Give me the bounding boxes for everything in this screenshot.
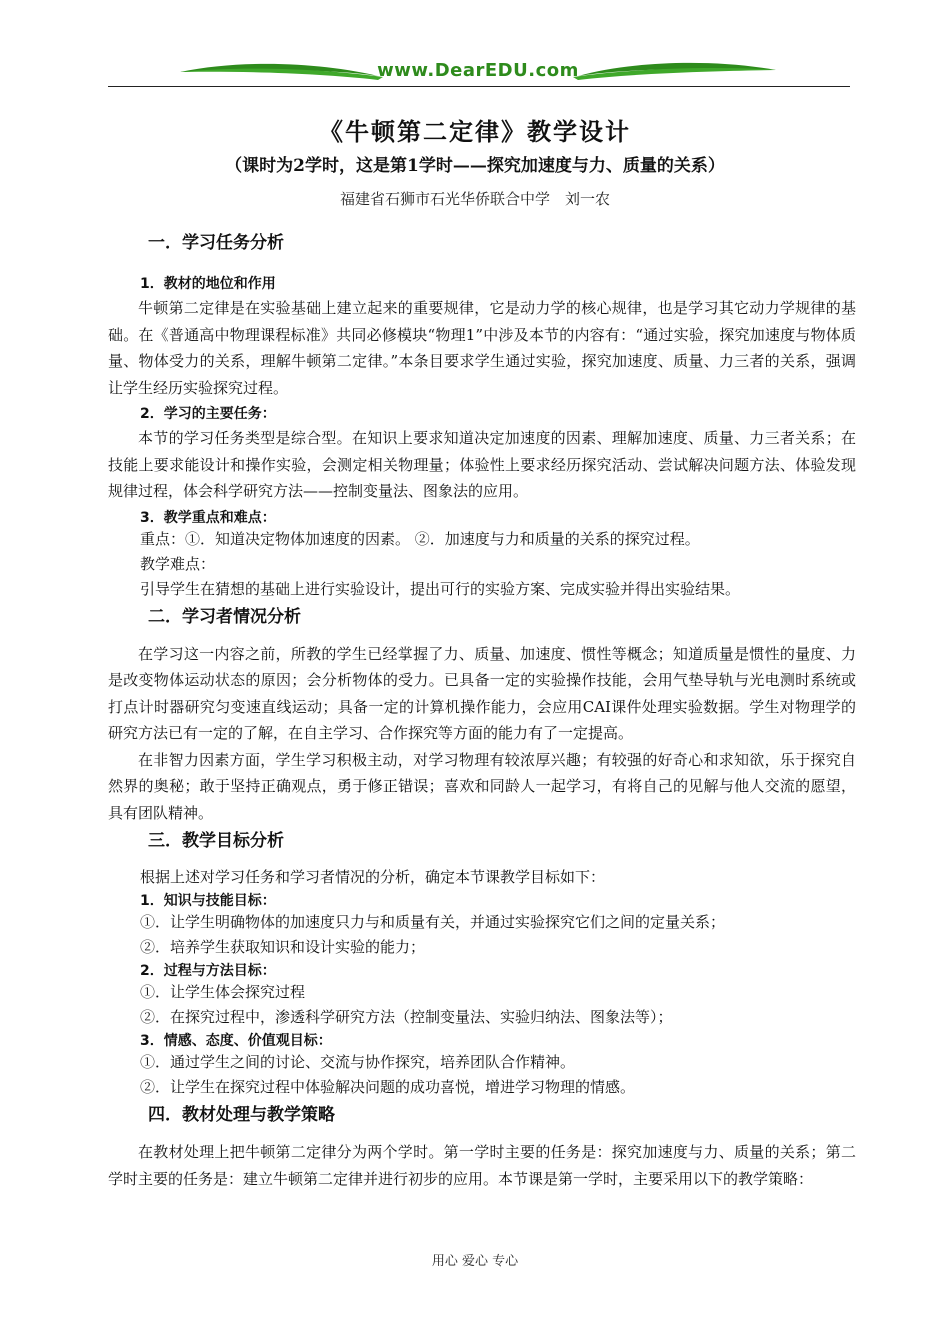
objective-attitude-1: ①．通过学生之间的讨论、交流与协作探究，培养团队合作精神。 bbox=[140, 1053, 576, 1071]
objective-knowledge-1: ①．让学生明确物体的加速度只力与和质量有关，并通过实验探究它们之间的定量关系； bbox=[140, 913, 726, 931]
objective-process-2: ②．在探究过程中，渗透科学研究方法（控制变量法、实验归纳法、图象法等）； bbox=[140, 1008, 673, 1026]
objective-heading-process: 2．过程与方法目标： bbox=[140, 963, 276, 979]
objective-knowledge-2: ②．培养学生获取知识和设计实验的能力； bbox=[140, 938, 426, 956]
document-title: 《牛顿第二定律》教学设计 bbox=[319, 117, 631, 146]
subsection-heading-key-points: 3．教学重点和难点： bbox=[140, 509, 276, 526]
objective-process-1: ①．让学生体会探究过程 bbox=[140, 983, 306, 1001]
paragraph-role: 牛顿第二定律是在实验基础上建立起来的重要规律，它是动力学的核心规律，也是学习其它动力学规律的基础。在《普通高中物理课程标准》共同必修模块“物理1”中涉及本节的内容有：“通过实验，探究加速度与物体质量、物体受力的关系，理解牛顿第二定律。”本条目要求学生通过实验，探究加速度、质量、力三者的关系，强调让学生经历实验探究过程。 bbox=[108, 299, 856, 397]
subsection-heading-main-tasks: 2．学习的主要任务： bbox=[140, 406, 276, 422]
paragraph-main-tasks: 本节的学习任务类型是综合型。在知识上要求知道决定加速度的因素、理解加速度、质量、力三者关系；在技能上要求能设计和操作实验，会测定相关物理量；体验性上要求经历探究活动、尝试解决问题方法、体验发现规律过程，体会科学研究方法——控制变量法、图象法的应用。 bbox=[108, 429, 856, 500]
key-points-line: 重点：①．知道决定物体加速度的因素。 ②．加速度与力和质量的关系的探究过程。 bbox=[140, 529, 700, 548]
section-heading-objectives: 三．教学目标分析 bbox=[148, 831, 284, 851]
difficulty-label: 教学难点： bbox=[140, 554, 216, 573]
logo-text: www.DearEDU.com bbox=[377, 60, 579, 81]
section-heading-task-analysis: 一．学习任务分析 bbox=[148, 233, 284, 253]
objective-attitude-2: ②．让学生在探究过程中体验解决问题的成功喜悦，增进学习物理的情感。 bbox=[140, 1078, 636, 1096]
page-footer: 用心 爱心 专心 bbox=[431, 1254, 519, 1269]
author-line: 福建省石狮市石光华侨联合中学 刘一农 bbox=[339, 190, 610, 208]
site-logo bbox=[178, 56, 778, 86]
objectives-intro: 根据上述对学习任务和学习者情况的分析，确定本节课教学目标如下： bbox=[140, 868, 606, 886]
section-heading-strategy: 四．教材处理与教学策略 bbox=[148, 1105, 335, 1125]
document-subtitle: （课时为2学时，这是第1学时——探究加速度与力、质量的关系） bbox=[225, 156, 725, 176]
header-divider bbox=[108, 86, 850, 87]
paragraph-strategy: 在教材处理上把牛顿第二定律分为两个学时。第一学时主要的任务是：探究加速度与力、质量的关系；第二学时主要的任务是：建立牛顿第二定律并进行初步的应用。本节课是第一学时，主要采用以下的教学策略： bbox=[108, 1143, 856, 1188]
document-body bbox=[108, 228, 856, 1192]
paragraph-learner-knowledge: 在学习这一内容之前，所教的学生已经掌握了力、质量、加速度、惯性等概念；知道质量是惯性的量度、力是改变物体运动状态的原因；会分析物体的受力。已具备一定的实验操作技能，会用气垫导轨与光电测时系统或打点计时器研究匀变速直线运动；具备一定的计算机操作能力，会应用CAI课件处理实验数据。学生对物理学的研究方法已有一定的了解，在自主学习、合作探究等方面的能力有了一定提高。 bbox=[108, 644, 856, 742]
page-header bbox=[108, 56, 850, 90]
difficulty-text: 引导学生在猜想的基础上进行实验设计，提出可行的实验方案、完成实验并得出实验结果。 bbox=[140, 579, 741, 598]
objective-heading-attitude: 3．情感、态度、价值观目标： bbox=[140, 1033, 332, 1049]
section-heading-learner-analysis: 二．学习者情况分析 bbox=[148, 606, 301, 627]
objective-heading-knowledge: 1．知识与技能目标： bbox=[140, 893, 276, 909]
subsection-heading-role: 1．教材的地位和作用 bbox=[140, 276, 276, 292]
paragraph-learner-nonintellectual: 在非智力因素方面，学生学习积极主动，对学习物理有较浓厚兴趣；有较强的好奇心和求知欲，乐于探究自然界的奥秘；敢于坚持正确观点，勇于修正错误；喜欢和同龄人一起学习，有将自己的见解与他人交流的愿望，具有团队精神。 bbox=[108, 750, 856, 822]
